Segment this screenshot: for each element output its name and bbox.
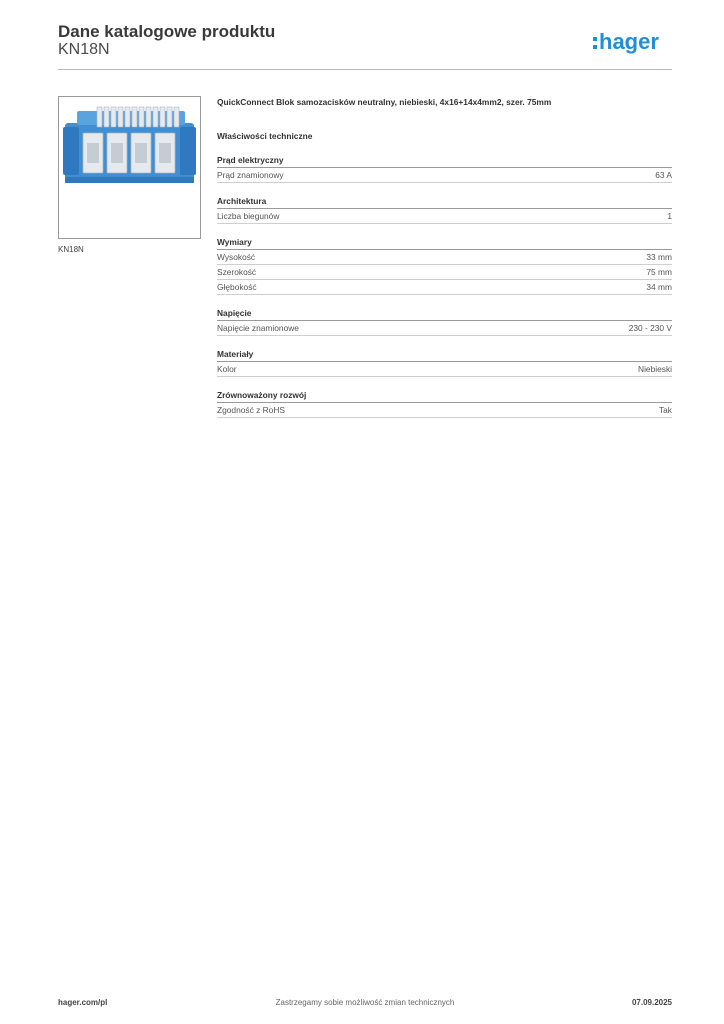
property-value: 34 mm	[646, 282, 672, 292]
property-label: Liczba biegunów	[217, 211, 280, 221]
section-materials	[217, 348, 672, 377]
property-value: 1	[667, 211, 672, 221]
document-date: 07.09.2025	[631, 998, 672, 1007]
property-row	[217, 321, 672, 336]
property-row	[217, 403, 672, 418]
technical-properties-title: Właściwości techniczne	[217, 131, 313, 141]
property-row	[217, 265, 672, 280]
section-sustainability	[217, 389, 672, 418]
section-heading: Prąd elektryczny	[217, 154, 672, 168]
terminal-block-illustration	[59, 97, 200, 238]
section-heading: Zrównoważony rozwój	[217, 389, 672, 403]
property-value: 75 mm	[646, 267, 672, 277]
image-caption: KN18N	[58, 245, 84, 254]
section-heading: Napięcie	[217, 307, 672, 321]
property-label: Napięcie znamionowe	[217, 323, 299, 333]
section-architecture	[217, 195, 672, 224]
product-description: QuickConnect Blok samozacisków neutralny, niebieski, 4x16+14x4mm2, szer. 75mm	[217, 97, 552, 107]
hager-logo	[592, 26, 672, 56]
section-dimensions	[217, 236, 672, 295]
property-label: Wysokość	[217, 252, 256, 262]
section-heading: Wymiary	[217, 236, 672, 250]
page-footer	[58, 998, 672, 1010]
property-label: Kolor	[217, 364, 237, 374]
property-value: 63 A	[655, 170, 672, 180]
logo-text: hager	[599, 29, 659, 54]
property-value: Niebieski	[638, 364, 672, 374]
page-header	[58, 20, 672, 70]
document-title: Dane katalogowe produktu	[58, 22, 276, 41]
property-value: 33 mm	[646, 252, 672, 262]
property-row	[217, 362, 672, 377]
property-value: Tak	[658, 405, 672, 415]
section-current	[217, 154, 672, 183]
property-row	[217, 250, 672, 265]
section-voltage	[217, 307, 672, 336]
property-value: 230 - 230 V	[628, 323, 672, 333]
property-label: Szerokość	[217, 267, 257, 277]
section-heading: Architektura	[217, 195, 672, 209]
website-link[interactable]: hager.com/pl	[58, 998, 108, 1007]
product-code: KN18N	[58, 41, 110, 58]
property-row	[217, 209, 672, 224]
section-heading: Materiały	[217, 348, 672, 362]
property-label: Głębokość	[217, 282, 257, 292]
property-label: Prąd znamionowy	[217, 170, 284, 180]
property-row	[217, 168, 672, 183]
product-details	[217, 96, 672, 418]
property-label: Zgodność z RoHS	[217, 405, 285, 415]
disclaimer-text: Zastrzegamy sobie możliwość zmian technicznych	[275, 998, 455, 1007]
product-image	[58, 96, 201, 239]
property-row	[217, 280, 672, 295]
